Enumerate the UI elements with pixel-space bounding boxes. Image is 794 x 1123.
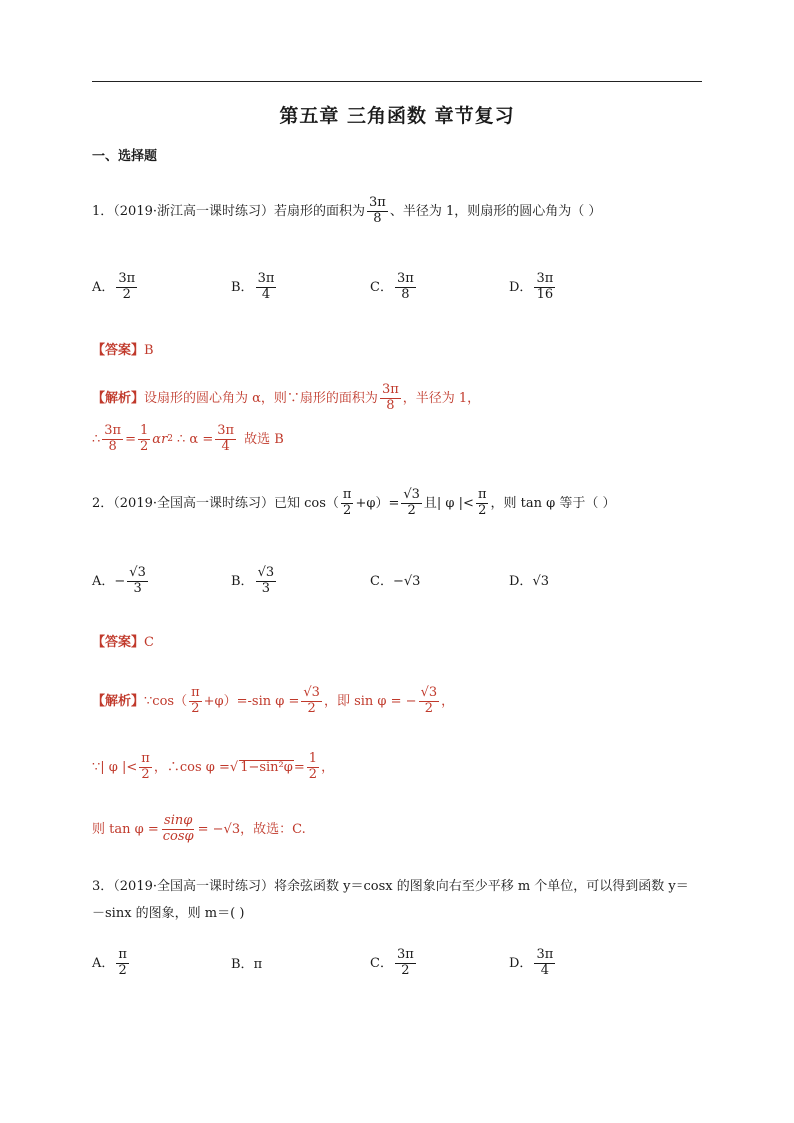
question-2-analysis-line-3: 则 tan φ = $\frac{\sin\varphi}{\cos\varphi}$ = −√3 ，故选：C. <box>92 813 306 844</box>
question-1-option-c: C． $\frac{3\pi}{8}$ <box>370 271 414 302</box>
question-1-option-b: B． $\frac{3\pi}{4}$ <box>231 271 275 302</box>
question-1-option-a: A． $\frac{3\pi}{2}$ <box>92 271 136 302</box>
question-1-option-d: D． $\frac{3\pi}{16}$ <box>509 271 554 302</box>
question-3-option-d: D． $\frac{3\pi}{4}$ <box>509 947 554 978</box>
section-heading: 一、选择题 <box>92 149 158 164</box>
question-1-prefix: 1．（2019·浙江高一课时练习）若扇形的面积为 <box>92 203 365 219</box>
question-2: 2．（2019·全国高一课时练习）已知 cos（ $\frac{\pi}{2}$ +φ）= $\frac{√3}{2}$ 且| φ |< $\frac{\pi}{2}$ ，则 tan φ 等于（ ） <box>92 487 616 518</box>
question-1-analysis-line-1: 【解析】 设扇形的圆心角为 α，则∵扇形的面积为 $\frac{3\pi}{8}$ ，半径为 1， <box>92 382 481 413</box>
question-2-option-c: C． −√3 <box>370 574 421 589</box>
page-title: 第五章 三角函数 章节复习 <box>279 105 515 127</box>
question-2-analysis-line-1: 【解析】 ∵cos（ $\frac{\pi}{2}$ +φ）=-sin φ = $\frac{√3}{2}$ ，即 sin φ = − $\frac{√3}{2}$ ， <box>92 685 455 716</box>
header-rule <box>92 81 702 82</box>
question-3-option-c: C． $\frac{3\pi}{2}$ <box>370 947 414 978</box>
question-1-answer: 【答案】 B <box>92 343 154 358</box>
question-3-line-2: －sinx 的图象，则 m＝( ) <box>92 906 245 921</box>
question-2-option-d: D． √3 <box>509 574 549 589</box>
question-1-area-fraction: $\frac{3\pi}{8}$ <box>369 195 386 226</box>
question-2-answer: 【答案】 C <box>92 635 154 650</box>
question-1-suffix: 、半径为 1，则扇形的圆心角为（ ） <box>389 203 602 219</box>
question-2-analysis-line-2: ∵| φ |< $\frac{\pi}{2}$ ，∴cos φ = √ 1−sin²φ = $\frac{1}{2}$ ， <box>92 751 335 782</box>
question-2-option-b: B． $\frac{√3}{3}$ <box>231 565 275 596</box>
question-3-line-1: 3．（2019·全国高一课时练习）将余弦函数 y＝cosx 的图象向右至少平移 m 个单位，可以得到函数 y＝ <box>92 879 689 894</box>
question-1-analysis-line-2: ∴ $\frac{3\pi}{8}$ = $\frac{1}{2}$ αr 2 ∴ α = $\frac{3\pi}{4}$ 故选 B <box>92 423 284 454</box>
question-3-option-a: A． $\frac{\pi}{2}$ <box>92 947 127 978</box>
question-3-option-b: B． π <box>231 957 263 972</box>
question-1 <box>92 196 601 227</box>
question-2-option-a: A． − $\frac{√3}{3}$ <box>92 565 146 596</box>
